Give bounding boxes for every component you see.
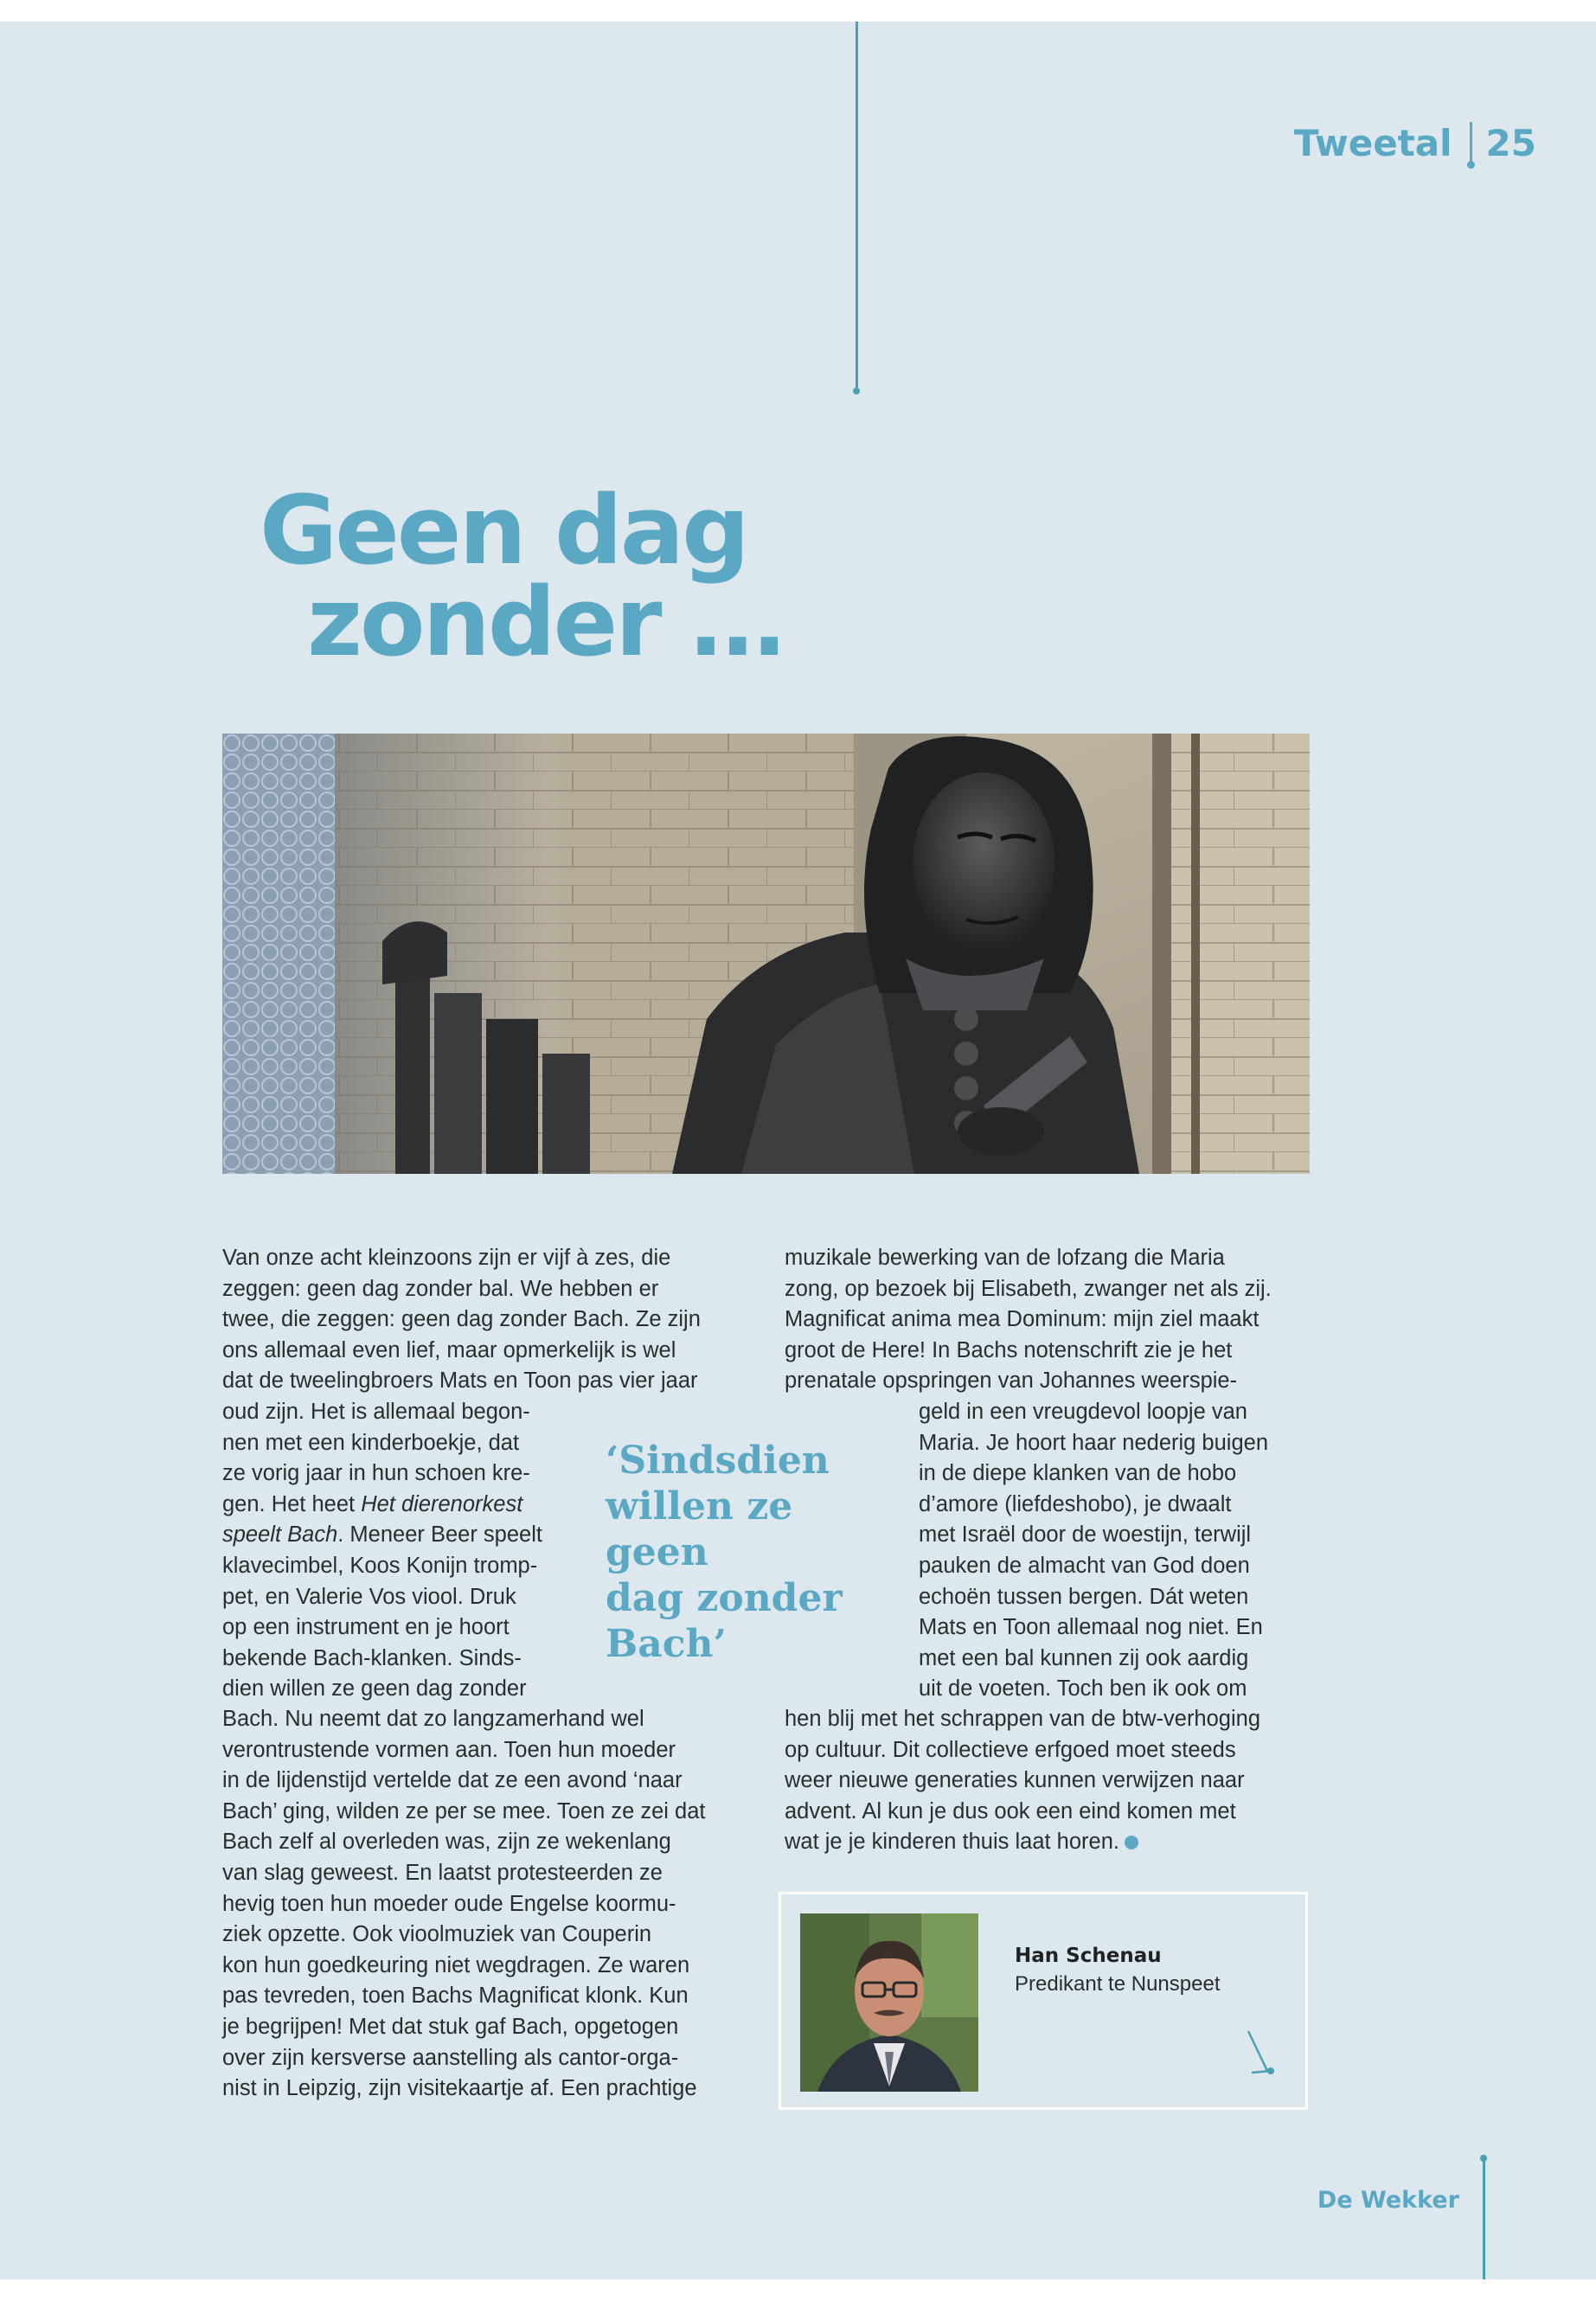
column-2-wrapped-text: geld in een vreugdevol loopje van Maria. Je hoort haar nederig buigen in de diepe klanken van de hobo d’amore (liefdeshobo), je dwaalt met Israël door de woestijn, terwijl pauken de almacht van God doen echoën tussen bergen. Dát weten Mats en Toon allemaal nog niet. En met een bal kunnen zij ook aardig uit de voeten. Toch ben ik ook om bbox=[919, 1400, 1269, 1702]
page-number: 25 bbox=[1485, 121, 1536, 164]
magazine-page bbox=[0, 22, 1596, 2279]
column-1-bottom-text: Bach. Nu neemt dat zo langzamerhand wel verontrustende vormen aan. Toen hun moeder in de lijdenstijd vertelde dat ze een avond ‘naar Bach’ ging, wilden ze per se mee. Toen ze zei dat Bach zelf al overleden was, zijn ze wekenlang van slag geweest. En laatst protesteerden ze hevig toen hun moeder oude Engelse koormu- ziek opzette. Ook vioolmuziek van Couperin kon hun goedkeuring niet wegdragen. Ze waren pas tevreden, toen Bachs Magnificat klonk. Kun je begrijpen! Met dat stuk gaf Bach, opgetogen over zijn kersverse aanstelling als cantor-orga- nist in Leipzig, zijn visitekaartje af. Een prachtige bbox=[222, 1707, 706, 2101]
top-line-dot bbox=[853, 388, 860, 394]
article-title bbox=[260, 475, 865, 677]
section-name: Tweetal bbox=[1293, 121, 1452, 164]
title-line-2: zonder … bbox=[307, 567, 783, 677]
pull-quote: ‘Sindsdien willen ze geen dag zonder Bach’ bbox=[606, 1439, 843, 1666]
page-header bbox=[1294, 117, 1536, 169]
bach-statue-photo bbox=[222, 734, 1310, 1174]
book-title: Het dierenorkest speelt Bach bbox=[222, 1491, 523, 1548]
column-1-wrapped-text-a: oud zijn. Het is allemaal begon- nen met een kinderboekje, dat ze vorig jaar in hun schoen kre- gen. Het heet bbox=[222, 1400, 530, 1516]
column-2-bottom-text-body: hen blij met het schrappen van de btw-verhoging op cultuur. Dit collectieve erfgoed moet steeds weer nieuwe generaties kunnen verwijzen naar advent. Al kun je dus ook een eind komen met wat je je kinderen thuis laat horen. bbox=[785, 1707, 1261, 1855]
column-2-bottom-text bbox=[785, 1704, 1321, 1858]
magazine-name: De Wekker bbox=[1317, 2187, 1459, 2214]
author-portrait-photo bbox=[800, 1913, 978, 2092]
header-separator bbox=[1470, 122, 1472, 163]
title-line-1: Geen dag bbox=[260, 475, 747, 586]
corner-line-icon bbox=[1243, 2028, 1278, 2080]
end-mark-icon bbox=[1125, 1836, 1138, 1849]
author-name: Han Schenau bbox=[1015, 1945, 1162, 1967]
bottom-decorative-line bbox=[1483, 2158, 1485, 2279]
top-decorative-line bbox=[856, 22, 858, 391]
author-role: Predikant te Nunspeet bbox=[1015, 1972, 1221, 1996]
column-2-top-text: muzikale bewerking van de lofzang die Maria zong, op bezoek bij Elisabeth, zwanger net als zij. Magnificat anima mea Dominum: mijn ziel maakt groot de Here! In Bachs notenschrift zie je het prenatale opspringen van Johannes weerspie- bbox=[785, 1246, 1272, 1394]
author-box bbox=[779, 1892, 1308, 2110]
bottom-line-dot bbox=[1480, 2155, 1487, 2162]
column-1-wrapped-text bbox=[222, 1397, 577, 1705]
column-1-wrapped-text-b: . Meneer Beer speelt klavecimbel, Koos Konijn tromp- pet, en Valerie Vos viool. Druk op een instrument en je hoort bekende Bach-klanken. Sinds- dien willen ze geen dag zonder bbox=[222, 1522, 542, 1702]
column-1-top-text: Van onze acht kleinzoons zijn er vijf à zes, die zeggen: geen dag zonder bal. We hebben er twee, die zeggen: geen dag zonder Bach. Ze zijn ons allemaal even lief, maar opmerkelijk is wel dat de tweelingbroers Mats en Toon pas vier jaar bbox=[222, 1246, 701, 1394]
